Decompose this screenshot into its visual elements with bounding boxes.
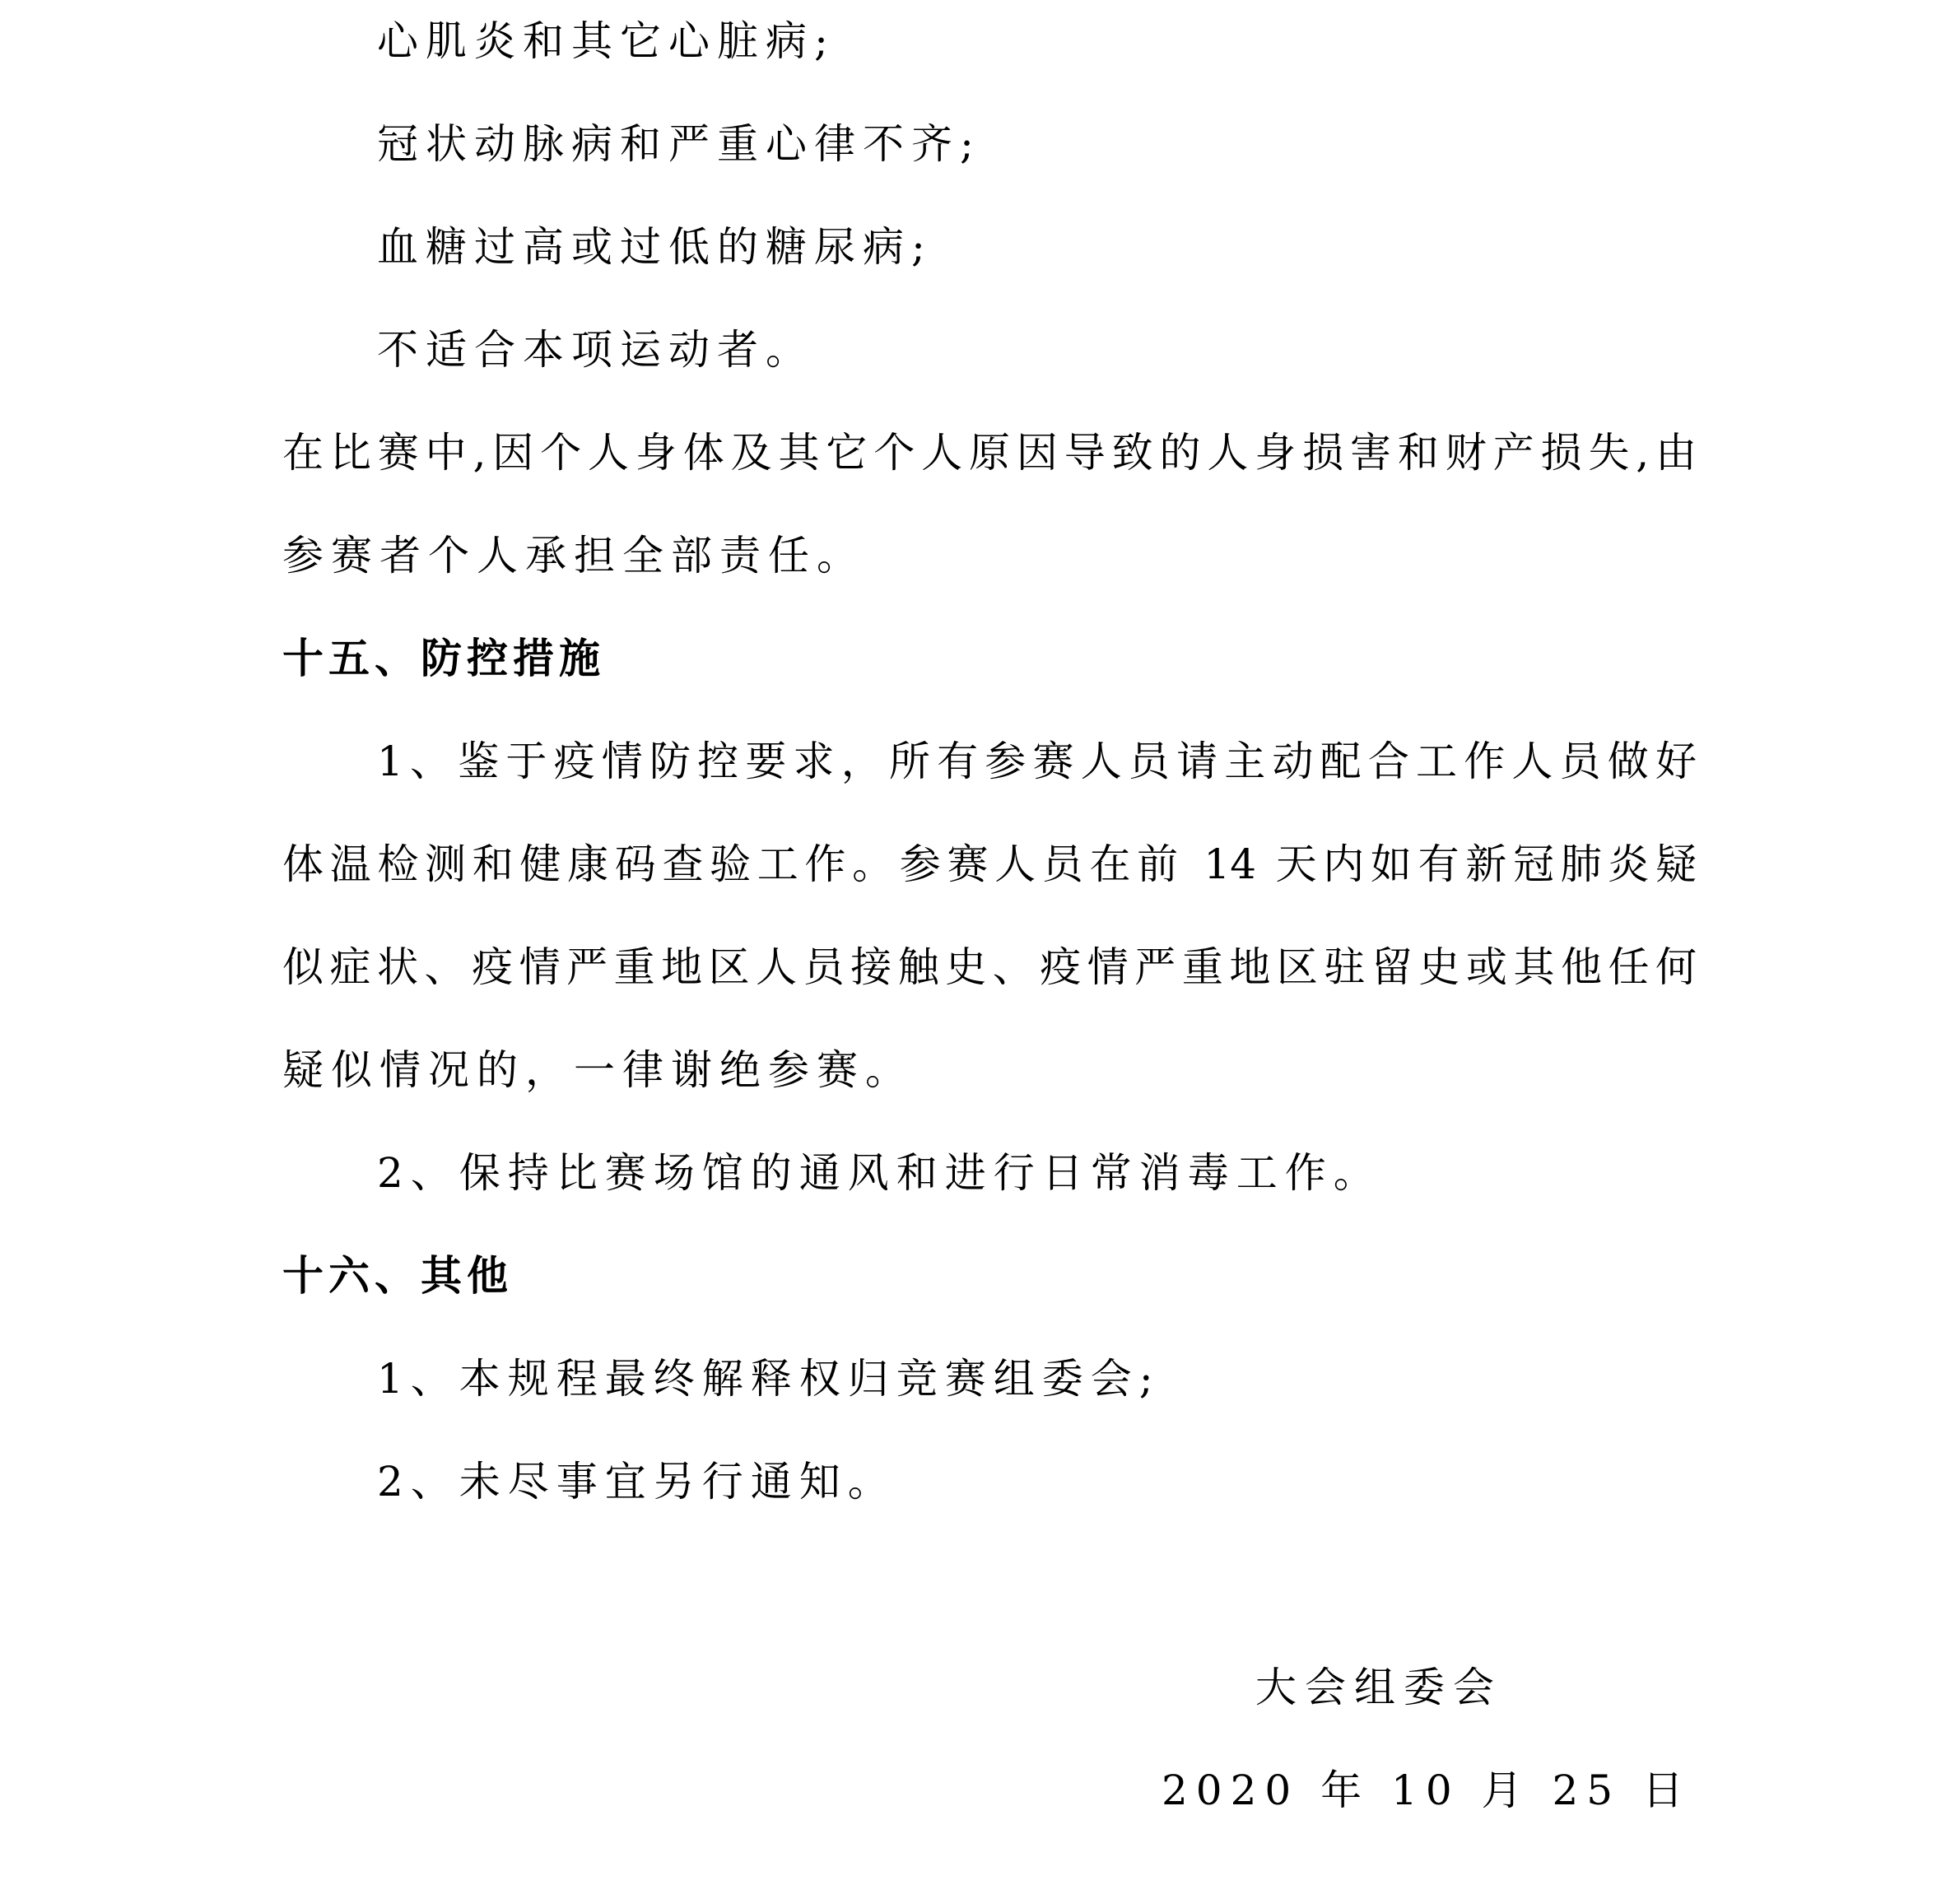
section-15-item-1-line-2: 体温检测和健康码查验工作。参赛人员在前 14 天内如有新冠肺炎疑 [282,840,1697,888]
contraindication-myocarditis: 心肌炎和其它心脏病; [377,17,836,65]
signature-date: 2020 年 10 月 25 日 [1162,1766,1692,1814]
section-15-item-1-line-1: 1、鉴于疫情防控要求，所有参赛人员请主动配合工作人员做好 [377,738,1697,785]
contraindication-diabetes: 血糖过高或过低的糖尿病; [377,223,933,271]
contraindication-unsuitable: 不适合本项运动者。 [377,326,814,374]
contraindication-coronary: 冠状动脉病和严重心律不齐; [377,120,981,168]
section-16-item-1: 1、本规程最终解释权归竞赛组委会; [377,1355,1161,1403]
liability-line-2: 参赛者个人承担全部责任。 [282,532,865,579]
section-15-item-2: 2、保持比赛场馆的通风和进行日常消毒工作。 [377,1149,1382,1197]
section-15-item-1-line-3: 似症状、疫情严重地区人员接触史、疫情严重地区驻留史或其他任何 [282,943,1697,991]
section-16-item-2: 2、未尽事宜另行通知。 [377,1458,896,1506]
section-15-heading: 十五、防控措施 [282,635,605,682]
liability-line-1: 在比赛中,因个人身体及其它个人原因导致的人身损害和财产损失,由 [282,429,1697,477]
section-15-item-1-line-4: 疑似情况的，一律谢绝参赛。 [282,1046,914,1094]
section-16-heading: 十六、其他 [282,1252,513,1300]
signature-organizer: 大会组委会 [1255,1664,1502,1711]
